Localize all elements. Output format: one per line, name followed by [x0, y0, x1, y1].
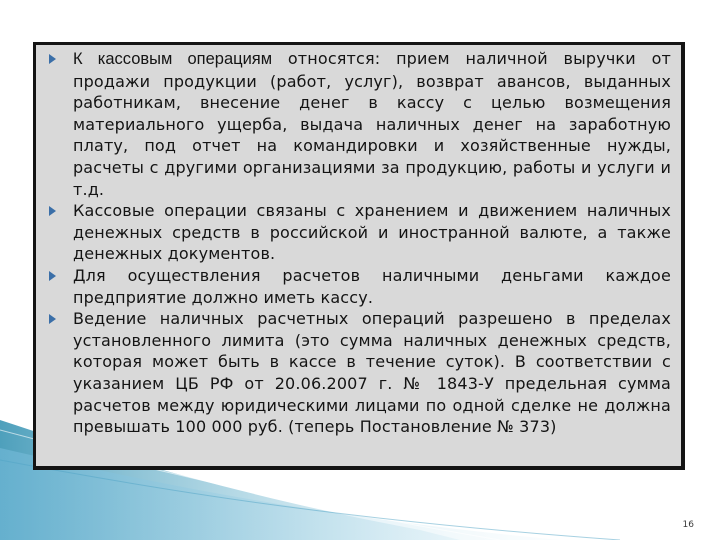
bullet-text: Для осуществления расчетов наличными деньгами каждое предприятие должно иметь кассу.	[73, 265, 671, 307]
bullet-term: К кассовым операциям	[73, 50, 273, 68]
content-panel	[33, 42, 685, 470]
bullet-item-cash-storage	[49, 200, 671, 265]
bullet-list	[49, 48, 671, 438]
bullet-item-cash-limit	[49, 308, 671, 438]
bullet-arrow-icon	[49, 314, 56, 324]
page-number: 16	[682, 520, 694, 530]
bullet-item-cash-operations	[49, 48, 671, 200]
bullet-text: относятся: прием наличной выручки от продажи продукции (работ, услуг), возврат авансов, выданных работникам, внесение денег в кассу с целью возмещения материального ущерба, выдача наличных денег на заработную плату, под отчет на командировки и хозяйственные нужды, расчеты с другими организациями за продукцию, работы и услуги и т.д.	[73, 49, 671, 199]
bullet-arrow-icon	[49, 206, 56, 216]
bullet-item-cash-desk	[49, 265, 671, 308]
bullet-arrow-icon	[49, 271, 56, 281]
bullet-text: Ведение наличных расчетных операций разрешено в пределах установленного лимита (это сумма наличных денежных средств, которая может быть в кассе в течение суток). В соответствии с указанием ЦБ РФ от 20.06.2007 г. № 1843-У предельная сумма расчетов между юридическими лицами по одной сделке не должна превышать 100 000 руб. (теперь Постановление № 373)	[73, 309, 671, 437]
bullet-arrow-icon	[49, 54, 56, 64]
bullet-text: Кассовые операции связаны с хранением и движением наличных денежных средств в российской и иностранной валюте, а также денежных документов.	[73, 201, 671, 264]
